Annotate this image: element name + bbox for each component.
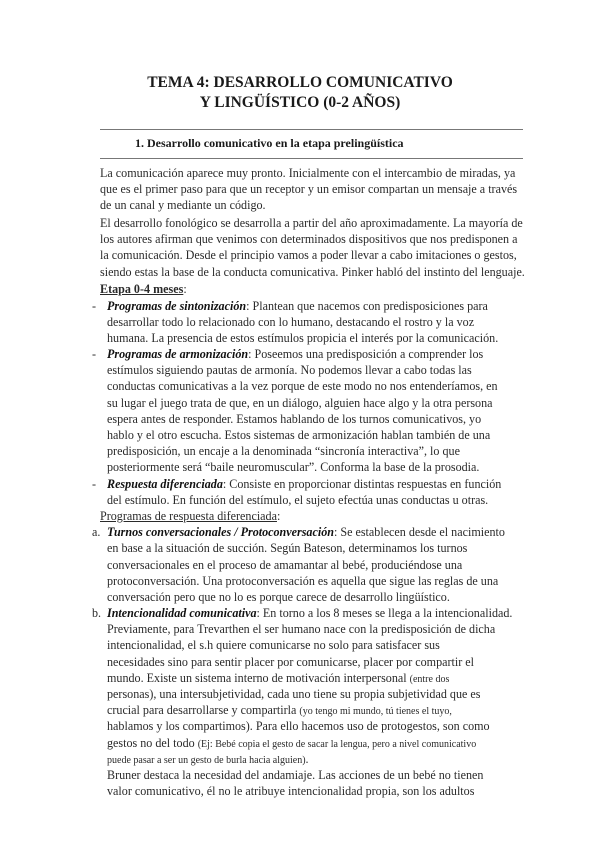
- text-span: espera antes de responder. Estamos hablando de los turnos comunicativos, yo: [107, 411, 482, 426]
- text-line: [107, 443, 530, 459]
- term-label: Programas de sintonización: [107, 298, 247, 313]
- title-line-2: Y LINGÜÍSTICO (0-2 AÑOS): [199, 94, 401, 111]
- text-span: mundo. Existe un sistema interno de motivación interpersonal: [107, 670, 410, 685]
- text-span: :: [183, 282, 187, 297]
- text-span: , una intersubjetividad, cada uno tiene su propia subjetividad que es: [153, 687, 481, 701]
- text-line: [100, 165, 530, 181]
- text-line: [107, 735, 530, 751]
- text-span: . Para ello hacemos uso de protogestos, son como: [249, 719, 490, 734]
- text-span: posteriormente será “baile neuromuscular”. Conforma la base de la prosodia.: [107, 460, 480, 475]
- text-span: conversación pero que no lo es porque carece de desarrollo lingüístico.: [107, 589, 450, 604]
- text-span: .: [305, 751, 309, 766]
- list-item: [92, 298, 530, 347]
- text-line: [100, 508, 530, 524]
- text-span: : Poseemos una predisposición a comprender los: [248, 347, 484, 362]
- text-line: [107, 718, 530, 734]
- text-span: protoconversación. Una protoconversación es aquella que sigue las reglas de una: [107, 573, 499, 588]
- text-span: puede pasar a ser un gesto de burla hacia alguien): [107, 754, 306, 766]
- text-line: [100, 197, 530, 213]
- text-line: [107, 346, 530, 362]
- text-line: [107, 767, 530, 783]
- list-item: [92, 346, 530, 476]
- text-span: su lugar el juego trata de que, en un diálogo, alguien hace algo y la otra persona: [107, 395, 493, 410]
- paragraph: [100, 508, 530, 524]
- text-span: La comunicación aparece muy pronto. Inicialmente con el intercambio de miradas, ya: [100, 166, 516, 180]
- text-line: [107, 751, 530, 767]
- paragraph: [100, 165, 530, 214]
- text-line: [107, 298, 530, 314]
- text-span: necesidades sino para sentir placer por comunicarse, placer por compartir el: [107, 654, 475, 669]
- text-span: hablamos y los compartimos): [107, 719, 250, 734]
- text-span: conductas comunicativas a la vez porque de este modo no nos entenderíamos, en: [107, 379, 498, 394]
- term-label: Programas de armonización: [107, 347, 249, 362]
- text-line: [107, 427, 530, 443]
- list-marker: -: [92, 347, 97, 362]
- list-marker: -: [92, 476, 97, 491]
- text-line: [107, 459, 530, 475]
- text-line: [107, 492, 530, 508]
- text-line: [107, 670, 530, 686]
- term-label: Respuesta diferenciada: [107, 476, 223, 491]
- text-line: [107, 686, 530, 702]
- text-span: : En torno a los 8 meses se llega a la intencionalidad.: [256, 606, 513, 621]
- text-line: [100, 181, 530, 197]
- term-label: Intencionalidad comunicativa: [107, 606, 257, 621]
- text-span: desarrollar todo lo relacionado con lo humano, destacando el rostro y la voz: [107, 314, 475, 329]
- text-span: humana. La presencia de estos estímulos propicia el interés por la comunicación.: [107, 330, 499, 345]
- section-heading: 1. Desarrollo comunicativo en la etapa prelingüística: [135, 136, 404, 150]
- text-line: [107, 605, 530, 621]
- text-line: [107, 589, 530, 605]
- term-label: Turnos conversacionales / Protoconversación: [107, 525, 334, 540]
- text-span: :: [276, 508, 281, 523]
- text-line: [107, 524, 530, 540]
- text-span: la comunicación. Desde el principio vamos a poder llevar a cabo imitaciones o gestos,: [100, 248, 517, 263]
- text-line: [107, 654, 530, 670]
- text-span: del estímulo. En función del estímulo, el sujeto efectúa unas conductas u otras.: [107, 492, 489, 507]
- text-span: Previamente, para Trevarthen el ser humano nace con la predisposición de dicha: [107, 622, 496, 637]
- text-line: [100, 231, 530, 247]
- divider-bottom: [100, 158, 523, 159]
- text-span: crucial para desarrollarse y compartirla: [107, 703, 300, 718]
- divider-top: [100, 129, 523, 130]
- text-span: Etapa 0-4 meses: [100, 282, 184, 297]
- text-line: [107, 783, 530, 799]
- list-marker: -: [92, 298, 97, 313]
- list-marker: a.: [92, 525, 101, 540]
- text-span: estímulos siguiendo pautas de armonía. No podemos llevar a cabo todas las: [107, 363, 472, 378]
- text-span: predisposición, un encaje a la denominada “sincronía interactiva”, lo que: [107, 444, 460, 459]
- text-span: : Plantean que nacemos con predisposiciones para: [246, 298, 488, 313]
- list-item: [92, 524, 530, 605]
- text-span: siendo estas la base de la conducta comunicativa. Pinker habló del instinto del lenguaje.: [100, 264, 525, 279]
- text-span: : Se establecen desde el nacimiento: [333, 525, 505, 540]
- text-line: [107, 476, 530, 492]
- text-line: [107, 637, 530, 653]
- text-line: [107, 411, 530, 427]
- text-line: [107, 395, 530, 411]
- text-line: [107, 362, 530, 378]
- text-span: de un canal y mediante un código.: [100, 198, 266, 213]
- text-span: intencionalidad, el s.h quiere comunicarse no solo para satisfacer sus: [107, 638, 440, 653]
- text-line: [107, 540, 530, 556]
- text-span: valor comunicativo, él no le atribuye intencionalidad propia, son los adultos: [107, 784, 475, 799]
- text-span: : Consiste en proporcionar distintas respuestas en función: [222, 476, 502, 491]
- text-line: [107, 702, 530, 718]
- text-line: [107, 330, 530, 346]
- text-span: (Ej: Bebé copia el gesto de sacar la lengua, pero a nivel comunicativo: [197, 738, 477, 750]
- text-span: que es el primer paso para que un receptor y un emisor compartan un mensaje a través: [100, 182, 518, 197]
- text-span: (yo tengo mi mundo, tú tienes el tuyo,: [299, 706, 452, 718]
- text-span: El desarrollo fonológico se desarrolla a partir del año aproximadamente. La mayoría de: [100, 216, 523, 231]
- text-span: en base a la situación de succión. Según Bateson, determinamos los turnos: [107, 541, 468, 556]
- text-line: [107, 314, 530, 330]
- text-span: gestos no del todo: [107, 735, 198, 750]
- text-span: personas): [107, 687, 154, 701]
- paragraph: [100, 281, 530, 297]
- text-span: los autores afirman que venimos con determinados dispositivos que nos predisponen a: [100, 232, 518, 247]
- text-line: [100, 247, 530, 263]
- document-body: [92, 165, 530, 799]
- text-line: [107, 378, 530, 394]
- paragraph: [100, 215, 530, 280]
- text-line: [100, 281, 530, 297]
- document-title: [0, 73, 600, 113]
- text-span: conversacionales en el proceso de amamantar al bebé, produciéndose una: [107, 557, 463, 572]
- text-line: [100, 215, 530, 231]
- text-line: [107, 621, 530, 637]
- text-line: [107, 573, 530, 589]
- list-item: [92, 476, 530, 508]
- text-line: [100, 264, 530, 280]
- text-line: [107, 557, 530, 573]
- text-span: (entre dos: [409, 673, 450, 685]
- title-line-1: TEMA 4: DESARROLLO COMUNICATIVO: [147, 74, 453, 91]
- text-span: hablo y el otro escucha. Estos sistemas de armonización hablan también de una: [107, 428, 491, 442]
- list-marker: b.: [92, 606, 102, 621]
- list-item: [92, 605, 530, 799]
- text-span: Bruner destaca la necesidad del andamiaje. Las acciones de un bebé no tienen: [107, 767, 484, 782]
- text-span: Programas de respuesta diferenciada: [100, 508, 277, 523]
